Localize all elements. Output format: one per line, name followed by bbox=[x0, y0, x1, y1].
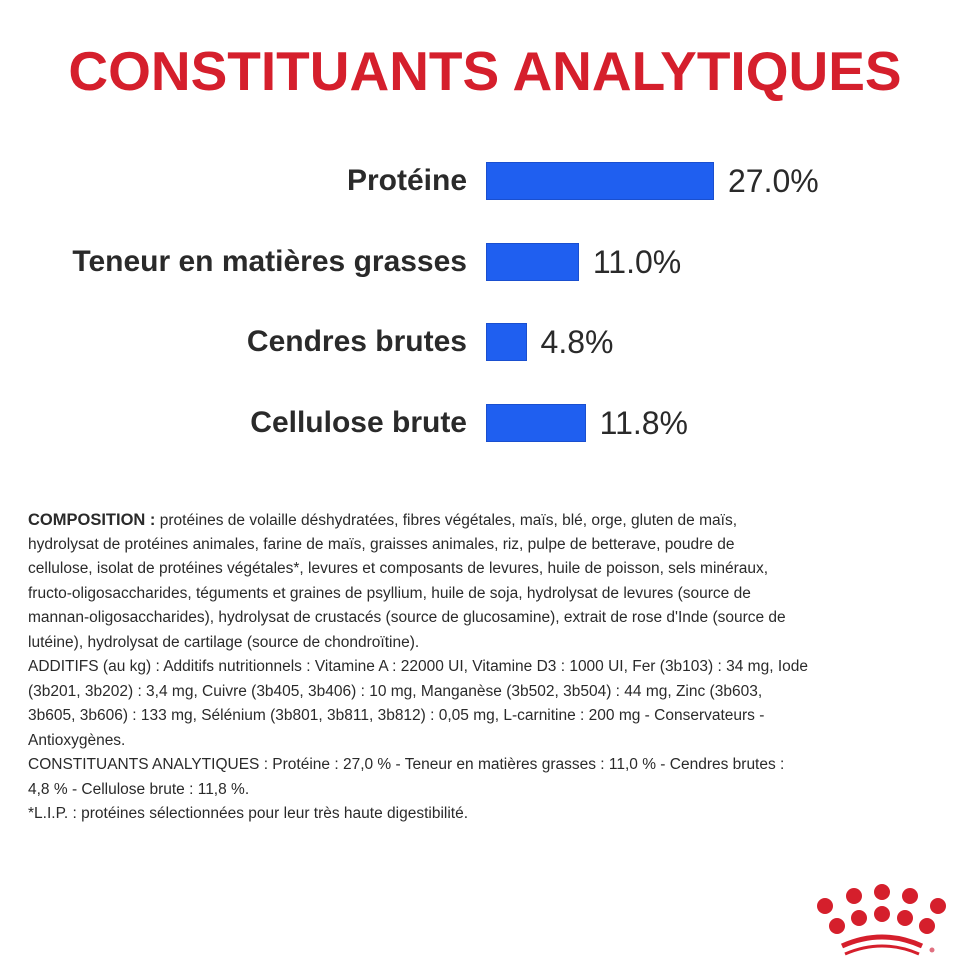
composition-line: fructo-oligosaccharides, téguments et graines de psyllium, huile de soja, hydrolysat de levures (source de bbox=[28, 584, 751, 602]
composition-line: hydrolysat de protéines animales, farine de maïs, graisses animales, riz, pulpe de betterave, poudre de bbox=[28, 535, 735, 553]
bar bbox=[486, 162, 714, 200]
composition-line bbox=[28, 508, 958, 533]
additifs-line: ADDITIFS (au kg) : Additifs nutritionnels : Vitamine A : 22000 UI, Vitamine D3 : 1000 UI, Fer (3b103) : 34 mg, Iode bbox=[28, 658, 808, 675]
constituants-line: 4,8 % - Cellulose brute : 11,8 %. bbox=[28, 780, 250, 798]
value-label: 11.0% bbox=[592, 243, 682, 280]
value-label: 4.8% bbox=[540, 324, 614, 361]
additifs-line: 3b605, 3b606) : 133 mg, Sélénium (3b801, 3b811, 3b812) : 0,05 mg, L-carnitine : 200 mg - Conservateurs - bbox=[28, 707, 765, 724]
value-label: 11.8% bbox=[599, 405, 688, 442]
title-text: CONSTITUANTS ANALYTIQUES bbox=[68, 40, 902, 102]
bar bbox=[486, 404, 586, 442]
composition-label: COMPOSITION : bbox=[28, 511, 156, 529]
composition-line: mannan-oligosaccharides), hydrolysat de crustacés (source de glucosamine), extrait de rose d'Inde (source de bbox=[28, 609, 786, 626]
additifs-line: (3b201, 3b202) : 3,4 mg, Cuivre (3b405, 3b406) : 10 mg, Manganèse (3b502, 3b504) : 44 mg, Zinc (3b603, bbox=[28, 682, 763, 700]
bar-chart bbox=[0, 0, 970, 470]
category-label: Cellulose brute bbox=[250, 406, 467, 440]
bar bbox=[486, 243, 579, 281]
footnote: *L.I.P. : protéines sélectionnées pour leur très haute digestibilité. bbox=[28, 805, 469, 822]
composition-line: cellulose, isolat de protéines végétales*, levures et composants de levures, huile de poisson, sels minéraux, bbox=[28, 560, 769, 577]
category-label: Protéine bbox=[346, 164, 467, 197]
composition-text bbox=[28, 508, 958, 827]
constituants-line: CONSTITUANTS ANALYTIQUES : Protéine : 27,0 % - Teneur en matières grasses : 11,0 % - Cendres brutes : bbox=[28, 756, 785, 773]
category-label: Teneur en matières grasses bbox=[72, 244, 467, 278]
crown-logo-icon bbox=[812, 876, 952, 961]
value-label: 27.0% bbox=[728, 163, 819, 199]
bar bbox=[486, 323, 527, 361]
category-label: Cendres brutes bbox=[246, 325, 467, 359]
composition-line: lutéine), hydrolysat de cartilage (source de chondroïtine). bbox=[28, 633, 420, 651]
composition-line-text: protéines de volaille déshydratées, fibres végétales, maïs, blé, orge, gluten de maïs, bbox=[159, 512, 738, 529]
additifs-line: Antioxygènes. bbox=[28, 731, 126, 749]
